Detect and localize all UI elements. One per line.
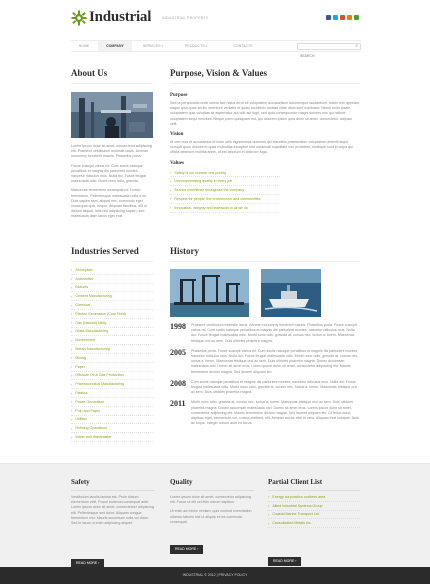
search-box <box>297 43 361 50</box>
vision-text: At vero eos et accusamus et iusto odio dignissimos ducimus qui blanditiis praesentium voluptatum deleniti atque corrupti quos dolores et quas molestias excepturi sint occaecati cupiditate non provident, similique sunt in culpa qui officia deserunt mollitia animi, id est laborum et dolorum fuga. <box>170 140 353 155</box>
history-year: 2008 <box>170 378 186 388</box>
history-year: 1998 <box>170 322 186 331</box>
twitter-icon[interactable] <box>333 15 338 20</box>
arrow-bullet-icon: › <box>71 372 73 378</box>
gear-logo-icon[interactable] <box>71 10 87 26</box>
about-image <box>71 92 153 138</box>
divider <box>268 490 360 491</box>
arrow-bullet-icon: › <box>71 381 73 387</box>
arrow-bullet-icon: › <box>268 520 270 526</box>
arrow-bullet-icon: › <box>268 494 270 500</box>
arrow-bullet-icon: › <box>268 511 270 517</box>
list-item[interactable]: › Pulp and Paper <box>71 407 153 416</box>
logo-text[interactable]: Industrial <box>89 9 152 25</box>
list-item[interactable]: › Gas (Natural) Utility <box>71 319 153 328</box>
list-item[interactable]: › Plastics <box>71 389 153 398</box>
list-item[interactable]: › Government <box>71 336 153 345</box>
main-nav <box>71 40 361 52</box>
arrow-bullet-icon: › <box>71 284 73 290</box>
arrow-bullet-icon: › <box>170 205 172 211</box>
arrow-bullet-icon: › <box>71 390 73 396</box>
arrow-bullet-icon: › <box>170 170 172 176</box>
quality-widget <box>170 478 254 555</box>
purpose-heading: Purpose <box>170 93 188 98</box>
list-item[interactable]: › Energy corporation northern area <box>268 493 360 502</box>
list-item[interactable]: › Allied Industrial Systems Group <box>268 502 360 511</box>
list-item[interactable]: › Electric Generation (Coal-Fired) <box>71 310 153 319</box>
history-title: History <box>170 246 199 256</box>
site-header <box>0 0 430 36</box>
nav-company[interactable]: COMPANY <box>98 41 132 51</box>
facebook-icon[interactable] <box>326 15 331 20</box>
chevron-down-icon: ▾ <box>205 44 208 48</box>
list-item[interactable]: › Cement Manufacturing <box>71 292 153 301</box>
history-year: 2005 <box>170 347 186 357</box>
history-images <box>170 269 360 317</box>
list-item[interactable]: › Power Generation <box>71 398 153 407</box>
list-item[interactable]: › Refining Operations <box>71 424 153 433</box>
list-item[interactable]: › Automotive <box>71 275 153 284</box>
list-item[interactable]: › Paper <box>71 363 153 372</box>
arrow-bullet-icon: › <box>71 337 73 343</box>
about-section <box>71 68 153 220</box>
cranes-image <box>170 269 249 317</box>
divider <box>71 83 153 84</box>
clients-title: Partial Client List <box>268 478 323 486</box>
about-paragraph-1: Lorem ipsum dolor sit amet, consectetur adipiscing elit. Praesent vestibulum molestie lacus. Aenean nonummy hendrerit mauris. Phasellus porta. <box>71 144 152 159</box>
search-icon[interactable]: ⌕ <box>355 43 358 49</box>
nav-contacts[interactable]: CONTACTS <box>233 44 253 48</box>
industries-title: Industries Served <box>71 246 139 256</box>
quality-text-1: Lorem ipsum dolor sit amet, consectetur adipiscing elit. Fusce ut elit vel felis rutrum dapibus. <box>170 495 251 505</box>
vision-heading: Vision <box>170 132 184 138</box>
values-heading: Values <box>170 160 184 166</box>
divider <box>71 261 153 262</box>
social-icons <box>326 15 359 20</box>
search-input[interactable] <box>298 54 350 59</box>
history-timeline <box>170 323 360 426</box>
history-year: 2011 <box>170 399 186 409</box>
arrow-bullet-icon: › <box>71 320 73 326</box>
tagline: INDUSTRIAL PROPERTY <box>162 16 209 20</box>
arrow-bullet-icon: › <box>71 302 73 308</box>
rss-icon[interactable] <box>347 15 352 20</box>
list-item[interactable]: › Chemical <box>71 301 153 310</box>
footer-widgets <box>0 463 430 567</box>
list-item[interactable]: › Offshore Oil & Gas Production <box>71 372 153 381</box>
skype-icon[interactable] <box>354 15 359 20</box>
arrow-right-icon: › <box>197 547 199 552</box>
history-text: Morbi nunc odio, gravida at, cursus nec, luctus a, lorem. Maecenas tristique orci ac sem. Duis ultricies pharetra magna. Donec accumsan malesuada orci. Donec sit amet eros. Lorem ipsum dolor sit amet, consectetur adipiscing elit. Mauris fermentum dictum magna. Sed laoreet aliquam leo. Ut tellus dolor, dapibus eget, elementum vel, cursus eleifend, elit. Aenean auctor wisi et urna. Aliquam erat volutpat. Duis ac turpis. Integer rutrum ante eu lacus. <box>191 400 359 426</box>
arrow-bullet-icon: › <box>71 364 73 370</box>
arrow-right-icon: › <box>295 559 297 563</box>
divider <box>71 490 155 491</box>
google-plus-icon[interactable] <box>340 15 345 20</box>
nav-home[interactable]: HOME <box>78 44 90 48</box>
history-entry <box>170 380 360 396</box>
arrow-bullet-icon: › <box>71 293 73 299</box>
history-section <box>170 246 360 426</box>
purpose-section <box>170 68 360 213</box>
list-item[interactable]: › Uncompromising quality in every job <box>170 177 280 186</box>
copyright-bar <box>0 567 430 584</box>
arrow-bullet-icon: › <box>170 187 172 193</box>
quality-text-2: Ut enim ad minim veniam, quis nostrud exercitation ullamco laboris nisi ut aliquip ex ea commodo consequat. <box>170 509 252 524</box>
safety-widget <box>71 478 155 569</box>
arrow-bullet-icon: › <box>71 399 73 405</box>
boat-image <box>261 269 321 317</box>
list-item[interactable]: › Safety is our number one priority <box>170 169 280 178</box>
purpose-title: Purpose, Vision & Values <box>170 68 268 78</box>
arrow-right-icon: › <box>98 561 100 565</box>
list-item[interactable]: › Innovation, integrity and teamwork in all we do <box>170 204 280 213</box>
list-item[interactable]: › Service excellence throughout the company <box>170 186 280 195</box>
chevron-down-icon: ▾ <box>161 44 164 48</box>
industries-section <box>71 246 153 442</box>
arrow-bullet-icon: › <box>71 408 73 414</box>
list-item[interactable]: › Glass Manufacturing <box>71 328 153 337</box>
safety-text: Vestibulum iaculis lacinia est. Proin dictum elementum velit. Fusce euismod consequat ante. Lorem ipsum dolor sit amet, consectetuer adipiscing elit. Pellentesque sed dolor. Aliquam congue fermentum nisl. Mauris accumsan nulla vel diam. Sed in lacus ut enim adipiscing aliquet. <box>71 495 154 526</box>
arrow-bullet-icon: › <box>71 276 73 282</box>
arrow-bullet-icon: › <box>71 267 73 273</box>
list-item[interactable]: › Consolidated Metals Inc. <box>268 519 360 528</box>
arrow-bullet-icon: › <box>268 503 270 509</box>
safety-title: Safety <box>71 478 90 486</box>
list-item[interactable]: › Mining <box>71 354 153 363</box>
list-item[interactable]: › Respect for people, the environment and communities <box>170 195 280 204</box>
nav-services[interactable]: SERVICES ▾ <box>142 44 164 48</box>
arrow-bullet-icon: › <box>71 416 73 422</box>
industries-list <box>71 266 153 442</box>
quality-read-more[interactable]: READ MORE › <box>170 537 254 555</box>
clients-widget <box>268 478 360 567</box>
copyright-text[interactable]: INDUSTRIAL © 2012 | PRIVACY POLICY <box>182 573 248 577</box>
arrow-bullet-icon: › <box>170 178 172 184</box>
divider <box>170 83 360 84</box>
divider <box>170 261 360 262</box>
history-text: Cum sociis natoque penatibus et magnis dis parturient montes, nascetur ridiculus mus. Nulla dui. Fusce feugiat malesuada odio. Morbi nunc odio, gravida at, cursus nec, luctus a, lorem. Maecenas tristique orci ac sem. Duis ultricies pharetra magna. <box>191 379 358 395</box>
list-item[interactable]: › Coastal Marine Transport Ltd. <box>268 511 360 520</box>
arrow-bullet-icon: › <box>71 434 73 440</box>
purpose-text: Sed ut perspiciatis unde omnis iste natus error sit voluptatem accusantium doloremque laudantium, totam rem aperiam, eaque ipsa quae ab illo inventore veritatis et quasi architecto beatae vitae dicta sunt explicabo. Nemo enim ipsam voluptatem quia voluptas sit aspernatur aut odit aut fugit, sed quia consequuntur magni dolores eos qui ratione voluptatem sequi nesciunt. Neque porro quisquam est, qui dolorem ipsum quia dolor sit amet, consectetur, adipisci velit. <box>170 101 360 126</box>
history-entry <box>170 323 360 344</box>
arrow-bullet-icon: › <box>71 425 73 431</box>
arrow-bullet-icon: › <box>71 355 73 361</box>
divider <box>170 490 254 491</box>
arrow-bullet-icon: › <box>71 311 73 317</box>
clients-list <box>268 493 360 537</box>
about-paragraph-2: Fusce suscipit varius mi. Cum sociis natoque penatibus et magnis dis parturient montes, nascetur ridiculus mus. Nulla dui. Fusce feugiat malesuada odio. Morbi nunc odio, gravida. <box>71 163 147 184</box>
safety-read-more[interactable]: READ MORE › <box>71 551 155 569</box>
list-item[interactable]: › Metals Manufacturing <box>71 345 153 354</box>
list-item[interactable]: › Pharmaceutical Manufacturing <box>71 380 153 389</box>
list-item[interactable]: › Utilities <box>71 416 153 425</box>
history-entry <box>170 400 360 426</box>
arrow-bullet-icon: › <box>170 196 172 202</box>
history-text: Phasellus porta. Fusce suscipit varius mi. Cum sociis natoque penatibus et magnis dis parturient montes, nascetur ridiculus mus. Nulla dui. Fusce feugiat malesuada odio. Morbi nunc odio, gravida at, cursus nec, luctus a, lorem. Maecenas tristique orci ac sem. Duis ultricies pharetra magna. Donec accumsan malesuada orci. Donec sit amet eros. Lorem ipsum dolor sit amet, consectetur adipiscing elit. Mauris fermentum dictum magna. Sed laoreet aliquam leo. <box>191 348 359 374</box>
list-item[interactable]: › Biofuels <box>71 284 153 293</box>
about-paragraph-3: Maecenas fermentum consequat mi. Donec fermentum. Pellentesque malesuada nulla a mi. Duis sapien sem, aliquet nec, commodo eget, consequat quis, neque. Aliquam faucibus, elit ut dictum aliquet, felis nisl adipiscing sapien, sed malesuada diam lacus eget erat. <box>71 188 147 219</box>
list-item[interactable]: › Water and Wastewater <box>71 433 153 442</box>
arrow-bullet-icon: › <box>71 346 73 352</box>
history-entry <box>170 349 360 375</box>
nav-products[interactable]: PRODUCTS ▾ <box>184 44 208 48</box>
about-title: About Us <box>71 68 108 78</box>
values-list <box>170 169 360 213</box>
list-item[interactable]: › Aerospace <box>71 266 153 275</box>
arrow-bullet-icon: › <box>71 328 73 334</box>
clients-read-more[interactable]: READ MORE › <box>268 549 360 567</box>
quality-title: Quality <box>170 478 193 486</box>
history-text: Praesent vestibulum molestie lacus. Aenean nonummy hendrerit mauris. Phasellus porta. Fusce suscipit varius mi. Cum sociis natoque penatibus et magnis dis parturient montes, nascetur ridiculus mus. Nulla dui. Fusce feugiat malesuada odio. Morbi nunc odio, gravida at, cursus nec, luctus a, lorem. Maecenas tristique orci ac sem. Duis ultricies pharetra magna. <box>191 323 357 343</box>
